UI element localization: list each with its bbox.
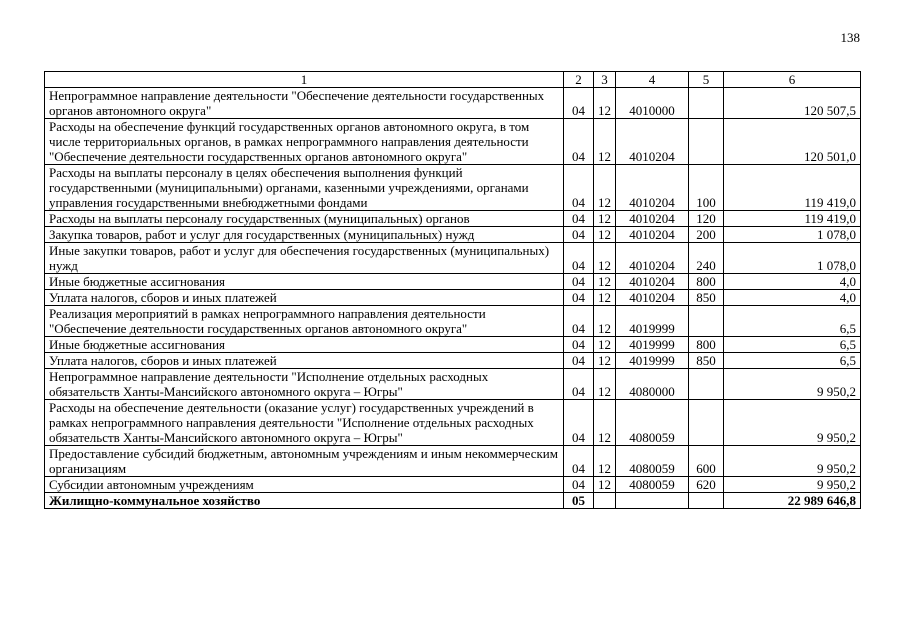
table-row: [45, 88, 861, 119]
row-target-code-cell: 4010000: [616, 88, 689, 119]
row-section-cell: 05: [564, 493, 594, 509]
header-name: 1: [45, 72, 564, 88]
row-section-cell: 04: [564, 369, 594, 400]
row-amount-cell: 22 989 646,8: [724, 493, 861, 509]
row-expense-kind-cell: 100: [689, 165, 724, 211]
row-subsection-cell: 12: [594, 446, 616, 477]
header-section: 2: [564, 72, 594, 88]
row-expense-kind-cell: [689, 306, 724, 337]
header-row: [45, 72, 861, 88]
row-section-cell: 04: [564, 243, 594, 274]
row-section-cell: 04: [564, 88, 594, 119]
row-amount-cell: 119 419,0: [724, 211, 861, 227]
row-target-code-cell: 4010204: [616, 227, 689, 243]
row-target-code-cell: 4019999: [616, 337, 689, 353]
row-expense-kind-cell: 620: [689, 477, 724, 493]
row-subsection-cell: 12: [594, 165, 616, 211]
table-row: [45, 477, 861, 493]
row-name-cell: Иные бюджетные ассигнования: [45, 274, 564, 290]
row-subsection-cell: 12: [594, 290, 616, 306]
table-row: [45, 306, 861, 337]
row-expense-kind-cell: [689, 369, 724, 400]
table-row: [45, 369, 861, 400]
row-name-cell: Расходы на выплаты персоналу государственных (муниципальных) органов: [45, 211, 564, 227]
row-name-cell: Расходы на обеспечение функций государственных органов автономного округа, в том числе территориальных органов, в рамках непрограммного направления деятельности "Обеспечение деятельности государственных органов автономного округа": [45, 119, 564, 165]
row-name-cell: Расходы на обеспечение деятельности (оказание услуг) государственных учреждений в рамках непрограммного направления деятельности "Исполнение отдельных расходных обязательств Ханты-Мансийского автономного округа – Югры": [45, 400, 564, 446]
row-name-cell: Закупка товаров, работ и услуг для государственных (муниципальных) нужд: [45, 227, 564, 243]
row-subsection-cell: 12: [594, 306, 616, 337]
row-subsection-cell: 12: [594, 477, 616, 493]
row-target-code-cell: 4080059: [616, 400, 689, 446]
row-amount-cell: 9 950,2: [724, 477, 861, 493]
row-target-code-cell: 4080000: [616, 369, 689, 400]
header-subsection: 3: [594, 72, 616, 88]
row-expense-kind-cell: 850: [689, 353, 724, 369]
row-amount-cell: 9 950,2: [724, 446, 861, 477]
row-subsection-cell: 12: [594, 88, 616, 119]
row-section-cell: 04: [564, 446, 594, 477]
row-amount-cell: 1 078,0: [724, 227, 861, 243]
row-section-cell: 04: [564, 211, 594, 227]
row-section-cell: 04: [564, 165, 594, 211]
row-target-code-cell: 4010204: [616, 290, 689, 306]
table-row: [45, 274, 861, 290]
table-row: [45, 119, 861, 165]
row-target-code-cell: 4019999: [616, 306, 689, 337]
row-name-cell: Реализация мероприятий в рамках непрограммного направления деятельности "Обеспечение деятельности государственных органов автономного округа": [45, 306, 564, 337]
row-name-cell: Иные закупки товаров, работ и услуг для обеспечения государственных (муниципальных) нужд: [45, 243, 564, 274]
row-target-code-cell: [616, 493, 689, 509]
row-subsection-cell: 12: [594, 353, 616, 369]
table-row: [45, 211, 861, 227]
row-expense-kind-cell: 120: [689, 211, 724, 227]
row-section-cell: 04: [564, 400, 594, 446]
row-expense-kind-cell: 200: [689, 227, 724, 243]
row-name-cell: Субсидии автономным учреждениям: [45, 477, 564, 493]
page-number: 138: [840, 30, 860, 45]
row-target-code-cell: 4019999: [616, 353, 689, 369]
row-name-cell: Иные бюджетные ассигнования: [45, 337, 564, 353]
row-subsection-cell: 12: [594, 337, 616, 353]
row-target-code-cell: 4010204: [616, 211, 689, 227]
row-section-cell: 04: [564, 477, 594, 493]
row-name-cell: Непрограммное направление деятельности "Обеспечение деятельности государственных органов автономного округа": [45, 88, 564, 119]
row-section-cell: 04: [564, 119, 594, 165]
row-section-cell: 04: [564, 353, 594, 369]
table-row: [45, 446, 861, 477]
row-expense-kind-cell: [689, 119, 724, 165]
header-expense-kind: 5: [689, 72, 724, 88]
row-expense-kind-cell: [689, 493, 724, 509]
row-amount-cell: 1 078,0: [724, 243, 861, 274]
row-subsection-cell: 12: [594, 119, 616, 165]
row-target-code-cell: 4010204: [616, 274, 689, 290]
row-expense-kind-cell: [689, 400, 724, 446]
row-amount-cell: 119 419,0: [724, 165, 861, 211]
row-expense-kind-cell: 240: [689, 243, 724, 274]
row-section-cell: 04: [564, 337, 594, 353]
table-row: [45, 290, 861, 306]
row-amount-cell: 4,0: [724, 274, 861, 290]
row-target-code-cell: 4080059: [616, 477, 689, 493]
row-expense-kind-cell: 850: [689, 290, 724, 306]
row-name-cell: Уплата налогов, сборов и иных платежей: [45, 290, 564, 306]
row-expense-kind-cell: 600: [689, 446, 724, 477]
row-subsection-cell: 12: [594, 400, 616, 446]
row-section-cell: 04: [564, 274, 594, 290]
row-subsection-cell: [594, 493, 616, 509]
row-name-cell: Уплата налогов, сборов и иных платежей: [45, 353, 564, 369]
row-name-cell: Предоставление субсидий бюджетным, автономным учреждениям и иным некоммерческим организациям: [45, 446, 564, 477]
table-row: [45, 353, 861, 369]
row-amount-cell: 6,5: [724, 306, 861, 337]
row-subsection-cell: 12: [594, 274, 616, 290]
table-row: [45, 165, 861, 211]
row-subsection-cell: 12: [594, 227, 616, 243]
row-amount-cell: 120 507,5: [724, 88, 861, 119]
row-subsection-cell: 12: [594, 243, 616, 274]
table-row: [45, 243, 861, 274]
row-section-cell: 04: [564, 306, 594, 337]
row-target-code-cell: 4080059: [616, 446, 689, 477]
row-target-code-cell: 4010204: [616, 119, 689, 165]
row-amount-cell: 6,5: [724, 337, 861, 353]
row-expense-kind-cell: 800: [689, 274, 724, 290]
row-amount-cell: 9 950,2: [724, 400, 861, 446]
row-amount-cell: 6,5: [724, 353, 861, 369]
row-section-cell: 04: [564, 290, 594, 306]
row-amount-cell: 120 501,0: [724, 119, 861, 165]
table-body: [45, 88, 861, 509]
row-target-code-cell: 4010204: [616, 243, 689, 274]
row-expense-kind-cell: 800: [689, 337, 724, 353]
row-expense-kind-cell: [689, 88, 724, 119]
row-name-cell: Жилищно-коммунальное хозяйство: [45, 493, 564, 509]
table-row: [45, 400, 861, 446]
row-amount-cell: 4,0: [724, 290, 861, 306]
row-subsection-cell: 12: [594, 369, 616, 400]
table-row: [45, 227, 861, 243]
header-target-code: 4: [616, 72, 689, 88]
row-amount-cell: 9 950,2: [724, 369, 861, 400]
row-section-cell: 04: [564, 227, 594, 243]
row-name-cell: Непрограммное направление деятельности "Исполнение отдельных расходных обязательств Ханты-Мансийского автономного округа – Югры": [45, 369, 564, 400]
header-amount: 6: [724, 72, 861, 88]
row-subsection-cell: 12: [594, 211, 616, 227]
table-row: [45, 337, 861, 353]
row-name-cell: Расходы на выплаты персоналу в целях обеспечения выполнения функций государственными (муниципальными) органами, казенными учреждениями, органами управления государственными внебюджетными фондами: [45, 165, 564, 211]
budget-table: [44, 71, 861, 509]
row-target-code-cell: 4010204: [616, 165, 689, 211]
table-row: [45, 493, 861, 509]
